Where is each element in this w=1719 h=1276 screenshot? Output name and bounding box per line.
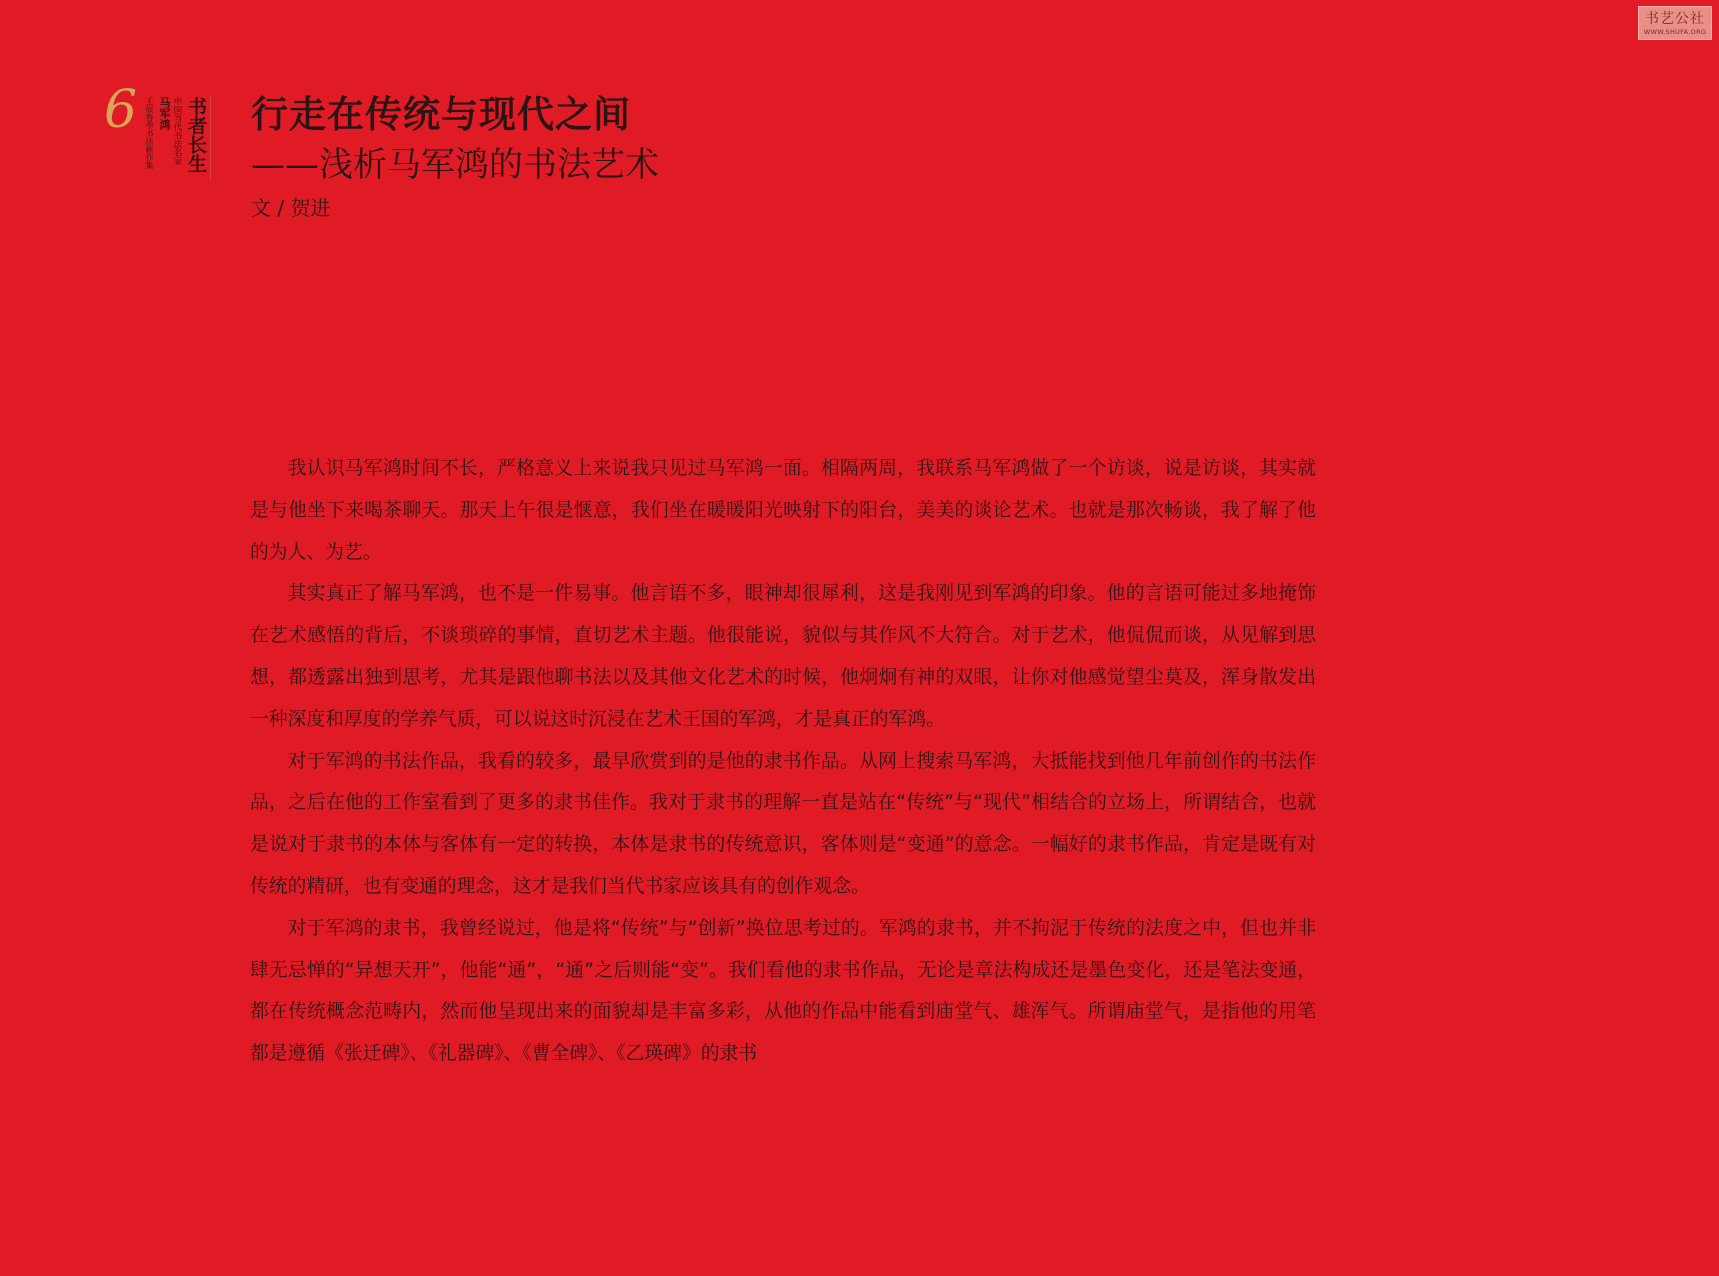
paragraph: 对于军鸿的隶书，我曾经说过，他是将“传统”与“创新”换位思考过的。军鸿的隶书，并不拘泥于传统的法度之中，但也并非肆无忌惮的“异想天开”，他能“通”，“通”之后则能“变”。我们看他的隶书作品，无论是章法构成还是墨色变化，还是笔法变通，都在传统概念范畴内，然而他呈现出来的面貌却是丰富多彩，从他的作品中能看到庙堂气、雄浑气。所谓庙堂气，是指他的用笔都是遵循《张迁碑》、《礼器碑》、《曹全碑》、《乙瑛碑》的隶书 — [250, 917, 1316, 1065]
series-subtitle: 中国当代书法名家 — [172, 97, 182, 165]
article-title: 行走在传统与现代之间 — [251, 92, 631, 136]
article-body — [250, 448, 1316, 1075]
paragraph: 我认识马军鸿时间不长，严格意义上来说我只见过马军鸿一面。相隔两周，我联系马军鸿做了一个访谈，说是访谈，其实就是与他坐下来喝茶聊天。那天上午很是惬意，我们坐在暖暖阳光映射下的阳台，美美的谈论艺术。也就是那次畅谈，我了解了他的为人、为艺。 — [250, 458, 1316, 563]
series-title: 书者长生 — [185, 97, 207, 173]
collection-subtitle: 壬辰春季书法新作集 — [145, 97, 154, 169]
artist-name: 马军鸿 — [158, 97, 171, 130]
watermark-brand: 书艺公社 — [1645, 11, 1705, 27]
page-number: 6 — [104, 80, 138, 140]
article-subtitle: ——浅析马军鸿的书法艺术 — [251, 145, 659, 185]
watermark-stamp — [1638, 6, 1712, 40]
article-byline: 文 / 贺进 — [251, 196, 331, 220]
paragraph: 对于军鸿的书法作品，我看的较多，最早欣赏到的是他的隶书作品。从网上搜索马军鸿，大抵能找到他几年前创作的书法作品，之后在他的工作室看到了更多的隶书佳作。我对于隶书的理解一直是站在“传统”与“现代”相结合的立场上，所谓结合，也就是说对于隶书的本体与客体有一定的转换，本体是隶书的传统意识，客体则是“变通”的意念。一幅好的隶书作品，肯定是既有对传统的精研，也有变通的理念，这才是我们当代书家应该具有的创作观念。 — [250, 750, 1316, 897]
header-divider — [210, 96, 211, 180]
watermark-url: WWW.SHUFA.ORG — [1643, 28, 1707, 36]
paragraph: 其实真正了解马军鸿，也不是一件易事。他言语不多，眼神却很犀利，这是我刚见到军鸿的印象。他的言语可能过多地掩饰在艺术感悟的背后，不谈琐碎的事情，直切艺术主题。他很能说，貌似与其作风不大符合。对于艺术，他侃侃而谈，从见解到思想，都透露出独到思考，尤其是跟他聊书法以及其他文化艺术的时候，他炯炯有神的双眼，让你对他感觉望尘莫及，浑身散发出一种深度和厚度的学养气质，可以说这时沉浸在艺术王国的军鸿，才是真正的军鸿。 — [250, 583, 1316, 730]
